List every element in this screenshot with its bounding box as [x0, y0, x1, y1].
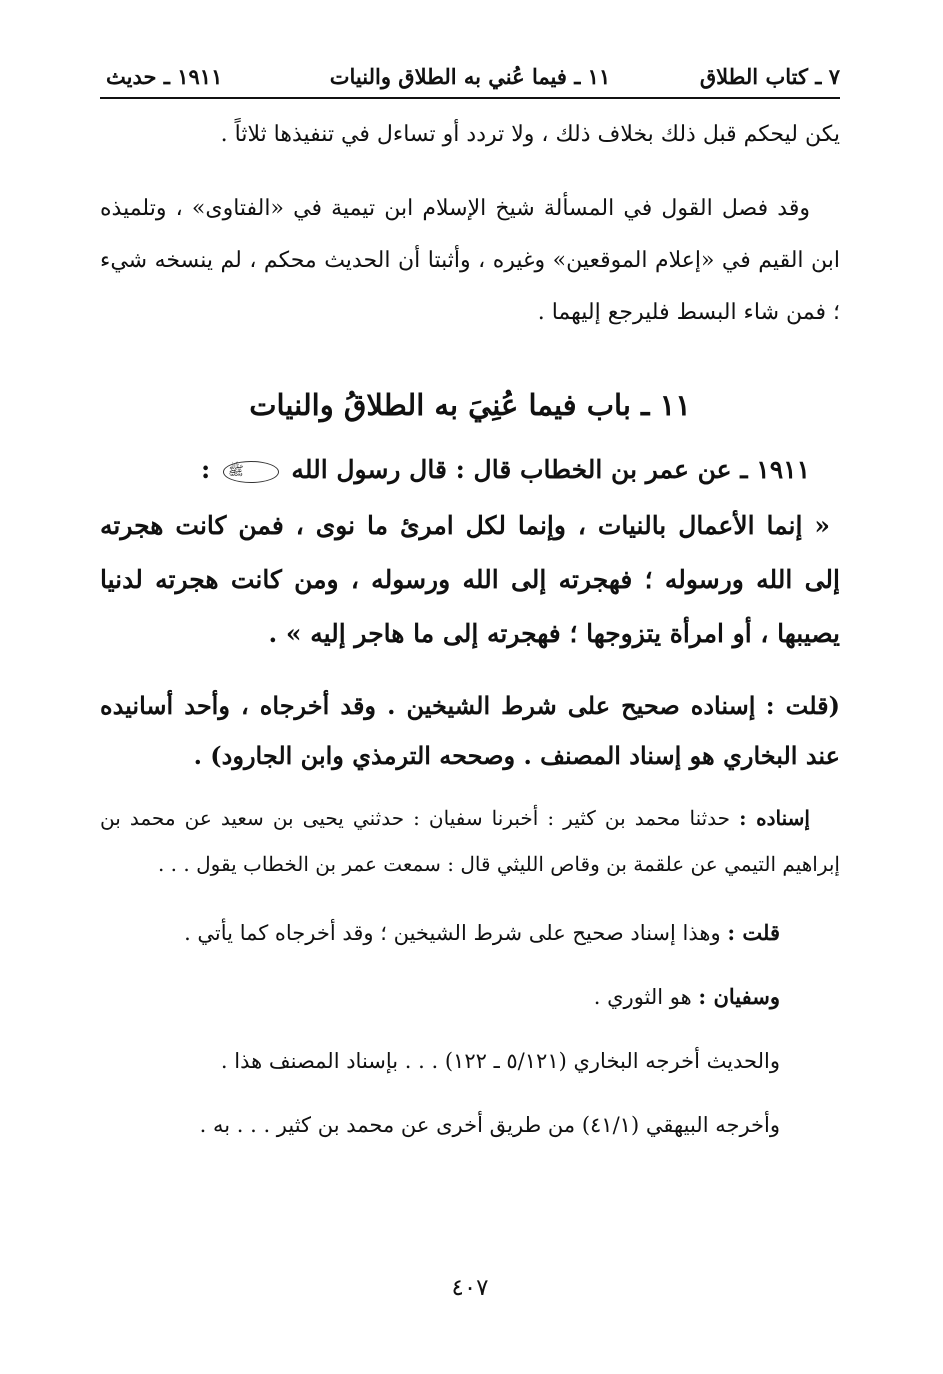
book-page — [100, 55, 840, 1325]
header-hadith-ref: ١٩١١ ـ حديث — [106, 64, 223, 89]
note-text: وأخرجه البيهقي (٤١/١) من طريق أخرى عن محمد بن كثير . . . به . — [199, 1113, 780, 1137]
running-header — [100, 55, 840, 99]
chapter-title: ١١ ـ باب فيما عُنِيَ به الطلاقُ والنيات — [249, 388, 691, 422]
note-text: والحديث أخرجه البخاري (٥/١٢١ ـ ١٢٢) . . . بإسناد المصنف هذا . — [220, 1049, 780, 1073]
note-text: هو الثوري . — [593, 985, 692, 1009]
salutation-icon: ﷺ — [223, 461, 279, 483]
isnad-label: إسناده : — [739, 806, 810, 830]
grading-label: (قلت : — [765, 691, 840, 720]
note-label: وسفيان : — [698, 984, 780, 1009]
note-bayhaqi — [100, 1107, 840, 1143]
isnad-text: حدثنا محمد بن كثير : أخبرنا سفيان : حدثني يحيى بن سعيد عن محمد بن إبراهيم التيمي عن علقمة بن وقاص الليثي قال : سمعت عمر بن الخطاب يقول . . . — [100, 806, 840, 876]
hadith-heading-text: ١٩١١ ـ عن عمر بن الخطاب قال : قال رسول الله — [291, 455, 810, 484]
header-chapter: ٧ ـ كتاب الطلاق — [699, 64, 840, 89]
page-number: ٤٠٧ — [451, 1275, 489, 1301]
grading-text: إسناده صحيح على شرط الشيخين . وقد أخرجاه ، وأحد أسانيده عند البخاري هو إسناد المصنف . وصححه الترمذي وابن الجارود) . — [100, 691, 840, 770]
isnad-paragraph — [100, 795, 840, 887]
hadith-text: « إنما الأعمال بالنيات ، وإنما لكل امرئ ما نوى ، فمن كانت هجرته إلى الله ورسوله ؛ فهجرته إلى الله ورسوله ، ومن كانت هجرته لدنيا يصيبها ، أو امرأة يتزوجها ؛ فهجرته إلى ما هاجر إليه » . — [100, 511, 840, 648]
note-bukhari — [100, 1043, 840, 1079]
grading-paragraph — [100, 681, 840, 781]
note-sufyan — [100, 979, 840, 1015]
note-label: قلت : — [727, 920, 780, 945]
hadith-heading — [100, 447, 840, 493]
note-text: وهذا إسناد صحيح على شرط الشيخين ؛ وقد أخرجاه كما يأتي . — [184, 921, 721, 945]
paragraph-continuation: يكن ليحكم قبل ذلك بخلاف ذلك ، ولا تردد أو تساءل في تنفيذها ثلاثاً . — [220, 122, 840, 147]
hadith-heading-colon: : — [201, 455, 211, 484]
paragraph-fatawa-reference: وقد فصل القول في المسألة شيخ الإسلام ابن تيمية في «الفتاوى» ، وتلميذه ابن القيم في «إعلام الموقعين» وغيره ، وأثبتا أن الحديث محكم ، لم ينسخه شيء ؛ فمن شاء البسط فليرجع إليهما . — [100, 196, 840, 325]
note-qult — [100, 915, 840, 951]
header-section: ١١ ـ فيما عُني به الطلاق والنيات — [329, 64, 611, 89]
